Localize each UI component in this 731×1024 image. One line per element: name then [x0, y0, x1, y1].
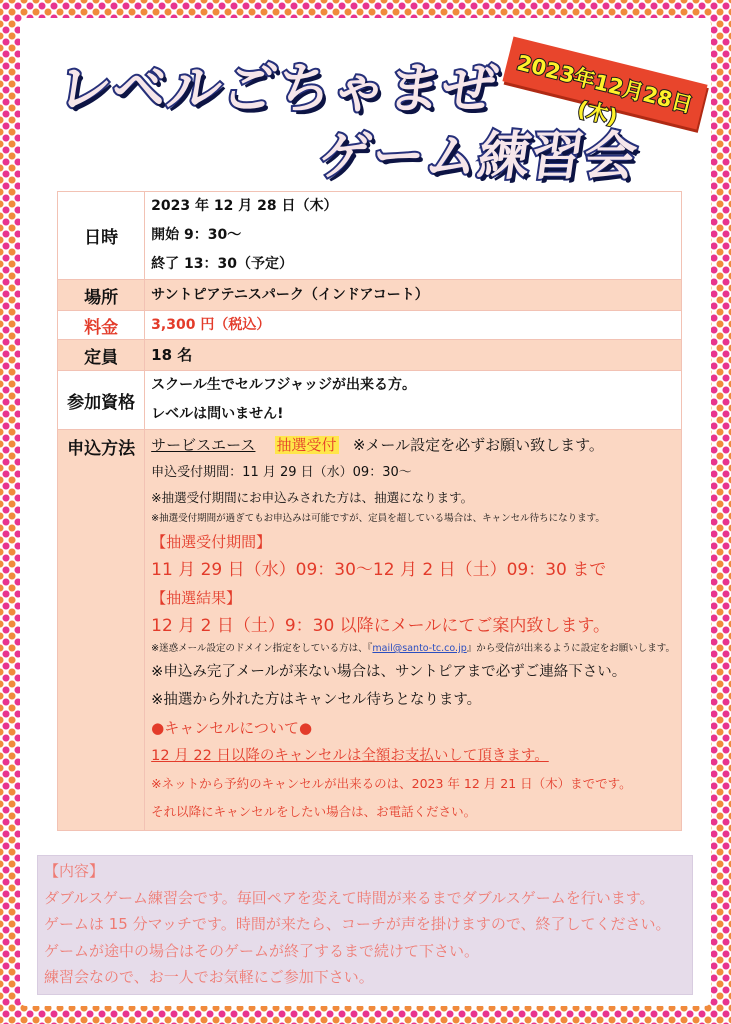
label-venue: 場所 [58, 280, 145, 311]
service-name: サービスエース [151, 436, 256, 454]
eligibility-line-2: レベルは問いません! [151, 406, 284, 422]
cancel-heading: ●キャンセルについて● [151, 719, 313, 737]
cancel-policy: 12 月 22 日以降のキャンセルは全額お支払いして頂きます。 [151, 748, 549, 764]
datetime-line-date: 2023 年 12 月 28 日（木） [151, 198, 338, 214]
content-line-2: ゲームは 15 分マッチです。時間が来たら、コーチが声を掛けますので、終了してください。 [44, 915, 671, 933]
content-heading: 【内容】 [44, 862, 105, 880]
domain-note-after: 』から受信が出来るように設定をお願いします。 [466, 643, 675, 654]
value-eligibility [145, 371, 682, 430]
info-table [57, 191, 682, 831]
value-application [145, 430, 682, 831]
row-fee [58, 311, 682, 340]
value-datetime [145, 192, 682, 280]
row-venue [58, 280, 682, 311]
page-title-line2: ゲーム練習会 [315, 127, 642, 187]
row-capacity [58, 340, 682, 371]
no-mail-note: ※申込み完了メールが来ない場合は、サントピアまで必ずご連絡下さい。 [151, 664, 627, 680]
lottery-period-heading: 【抽選受付期間】 [151, 533, 272, 551]
cancel-online-note: ※ネットから予約のキャンセルが出来るのは、2023 年 12 月 21 日（木）までです。 [151, 776, 632, 791]
domain-note-before: ※迷惑メール設定のドメイン指定をしている方は、『 [151, 643, 373, 654]
lottery-result: 12 月 2 日（土）9：30 以降にメールにてご案内致します。 [151, 616, 610, 636]
cancel-phone-note: それ以降にキャンセルをしたい場合は、お電話ください。 [151, 804, 477, 819]
content-box [37, 855, 693, 995]
datetime-line-start: 開始 9：30〜 [151, 227, 242, 243]
label-capacity: 定員 [58, 340, 145, 371]
domain-note [151, 640, 675, 658]
lottery-note: ※抽選受付期間にお申込みされた方は、抽選になります。 [151, 490, 474, 505]
label-datetime: 日時 [58, 192, 145, 280]
mail-setting-note: ※メール設定を必ずお願い致します。 [352, 436, 604, 454]
mail-address-link[interactable]: mail@santo-tc.co.jp [372, 643, 467, 654]
lottery-period: 11 月 29 日（水）09：30〜12 月 2 日（土）09：30 まで [151, 560, 607, 580]
label-fee: 料金 [58, 311, 145, 340]
content-line-3: ゲームが途中の場合はそのゲームが終了するまで続けて下さい。 [44, 941, 480, 960]
lottery-result-heading: 【抽選結果】 [151, 589, 242, 607]
page-title-line1: レベルごちゃまぜ [53, 57, 502, 120]
content-line-4: 練習会なので、お一人でお気軽にご参加下さい。 [44, 968, 374, 986]
date-badge-text: 2023年12月28日(木) [514, 50, 695, 130]
content-line-1: ダブルスゲーム練習会です。毎回ペアを変えて時間が来るまでダブルスゲームを行います。 [44, 888, 655, 907]
row-datetime [58, 192, 682, 280]
datetime-line-end: 終了 13：30（予定） [151, 256, 294, 272]
label-eligibility: 参加資格 [58, 371, 145, 430]
value-venue: サントピアテニスパーク（インドアコート） [145, 280, 682, 311]
application-period: 申込受付期間：11 月 29 日（水）09：30〜 [151, 465, 412, 480]
value-fee: 3,300 円（税込） [145, 311, 682, 340]
waitlist-note: ※抽選から外れた方はキャンセル待ちとなります。 [151, 692, 482, 708]
label-application: 申込方法 [58, 430, 145, 831]
eligibility-line-1: スクール生でセルフジャッジが出来る方。 [151, 377, 417, 393]
row-eligibility [58, 371, 682, 430]
lottery-badge: 抽選受付 [276, 436, 337, 454]
row-application [58, 430, 682, 831]
waitlist-small-note: ※抽選受付期間が過ぎてもお申込みは可能ですが、定員を超している場合は、キャンセル待ちになります。 [151, 513, 605, 524]
value-capacity: 18 名 [145, 340, 682, 371]
